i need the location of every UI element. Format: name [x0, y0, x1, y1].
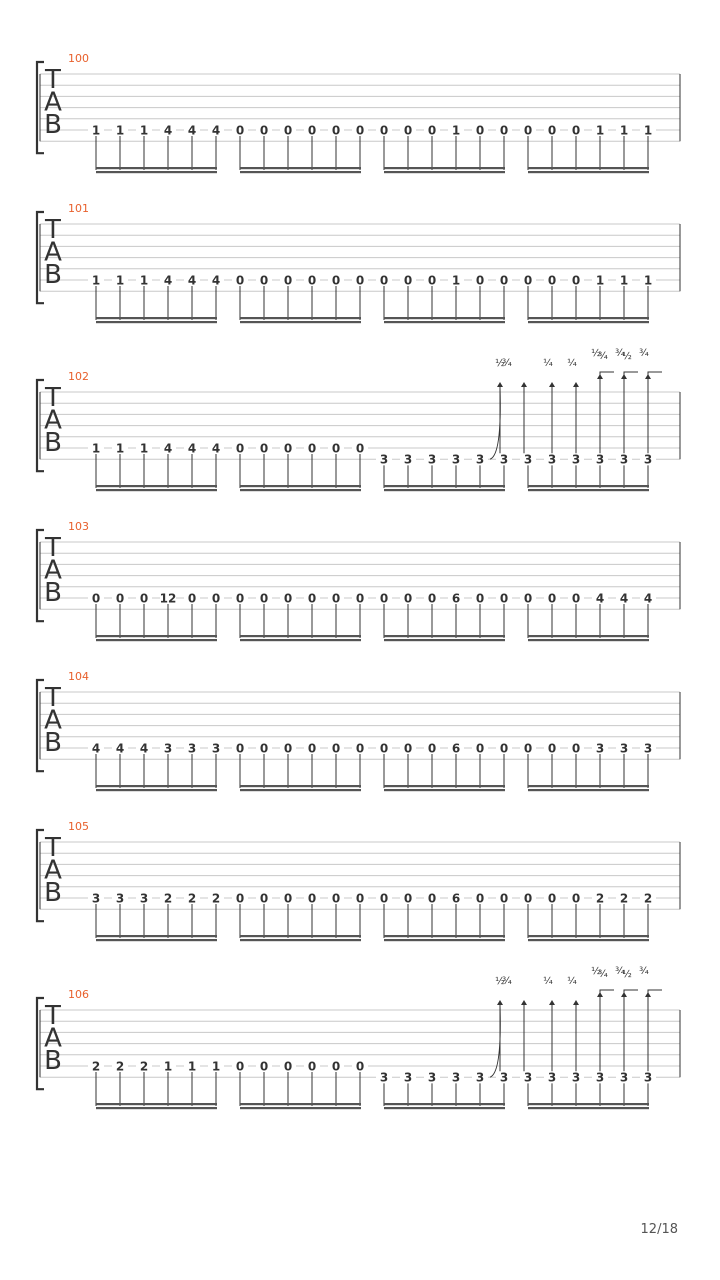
- beam: [240, 635, 361, 637]
- fret-number: 0: [307, 891, 317, 906]
- bend-label: ¾: [615, 966, 625, 977]
- fret-number: 0: [259, 273, 269, 288]
- bend-hold: [624, 990, 638, 994]
- fret-number: 0: [547, 123, 557, 138]
- beam: [528, 935, 649, 937]
- fret-number: 0: [259, 741, 269, 756]
- fret-number: 0: [571, 123, 581, 138]
- fret-number: 4: [163, 273, 173, 288]
- fret-number: 0: [331, 123, 341, 138]
- fret-number: 3: [403, 1070, 413, 1085]
- fret-number: 3: [595, 1070, 605, 1085]
- beam: [240, 167, 361, 169]
- tab-clef-letter: A: [44, 87, 62, 118]
- beam: [384, 635, 505, 637]
- fret-number: 0: [235, 891, 245, 906]
- fret-number: 4: [187, 273, 197, 288]
- fret-number: 1: [451, 123, 461, 138]
- measure-number: 102: [68, 370, 89, 383]
- fret-number: 0: [259, 441, 269, 456]
- fret-number: 1: [115, 441, 125, 456]
- fret-number: 0: [283, 441, 293, 456]
- fret-number: 0: [523, 123, 533, 138]
- fret-number: 4: [139, 741, 149, 756]
- fret-number: 4: [163, 441, 173, 456]
- bend-label: ½: [591, 966, 601, 977]
- beam: [96, 171, 217, 173]
- tab-clef-letter: B: [44, 1046, 62, 1076]
- fret-number: 0: [499, 741, 509, 756]
- fret-number: 0: [379, 273, 389, 288]
- fret-number: 2: [211, 891, 221, 906]
- beam: [384, 321, 505, 323]
- fret-number: 0: [307, 1059, 317, 1074]
- beam: [528, 785, 649, 787]
- tab-clef-letter: B: [44, 578, 62, 608]
- beam: [240, 639, 361, 641]
- fret-number: 4: [211, 273, 221, 288]
- fret-number: 0: [475, 273, 485, 288]
- beam: [240, 1103, 361, 1105]
- fret-number: 0: [283, 123, 293, 138]
- fret-number: 3: [643, 452, 653, 467]
- beam: [528, 317, 649, 319]
- bend-arrow: [497, 1000, 503, 1005]
- measure-number: 100: [68, 52, 89, 65]
- fret-number: 3: [427, 1070, 437, 1085]
- fret-number: 0: [307, 123, 317, 138]
- beam: [96, 1103, 217, 1105]
- fret-number: 0: [283, 1059, 293, 1074]
- fret-number: 0: [115, 591, 125, 606]
- fret-number: 0: [355, 591, 365, 606]
- fret-number: 0: [475, 741, 485, 756]
- fret-number: 1: [91, 441, 101, 456]
- fret-number: 2: [163, 891, 173, 906]
- fret-number: 0: [403, 591, 413, 606]
- fret-number: 2: [643, 891, 653, 906]
- fret-number: 0: [331, 591, 341, 606]
- beam: [240, 935, 361, 937]
- fret-number: 0: [259, 591, 269, 606]
- fret-number: 3: [619, 452, 629, 467]
- fret-number: 4: [595, 591, 605, 606]
- beam: [528, 1103, 649, 1105]
- beam: [240, 321, 361, 323]
- fret-number: 3: [547, 1070, 557, 1085]
- fret-number: 0: [403, 123, 413, 138]
- fret-number: 2: [187, 891, 197, 906]
- tab-clef-letter: T: [45, 833, 61, 863]
- fret-number: 1: [643, 123, 653, 138]
- fret-number: 4: [163, 123, 173, 138]
- beam: [240, 485, 361, 487]
- fret-number: 0: [427, 591, 437, 606]
- fret-number: 3: [451, 1070, 461, 1085]
- beam: [528, 939, 649, 941]
- fret-number: 0: [571, 273, 581, 288]
- fret-number: 0: [211, 591, 221, 606]
- beam: [96, 639, 217, 641]
- fret-number: 1: [643, 273, 653, 288]
- fret-number: 3: [379, 1070, 389, 1085]
- beam: [96, 935, 217, 937]
- fret-number: 0: [427, 123, 437, 138]
- measure-number: 104: [68, 670, 89, 683]
- fret-number: 4: [187, 123, 197, 138]
- fret-number: 4: [619, 591, 629, 606]
- beam: [384, 1107, 505, 1109]
- fret-number: 0: [235, 273, 245, 288]
- fret-number: 3: [475, 1070, 485, 1085]
- beam: [528, 321, 649, 323]
- fret-number: 3: [451, 452, 461, 467]
- fret-number: 3: [595, 741, 605, 756]
- beam: [96, 489, 217, 491]
- tab-clef-letter: T: [45, 215, 61, 245]
- beam: [384, 171, 505, 173]
- fret-number: 0: [379, 891, 389, 906]
- fret-number: 1: [139, 273, 149, 288]
- beam: [528, 789, 649, 791]
- beam: [240, 1107, 361, 1109]
- fret-number: 6: [451, 741, 461, 756]
- beam: [96, 789, 217, 791]
- bend-label: ½: [495, 976, 505, 987]
- fret-number: 1: [115, 123, 125, 138]
- bend-arrow: [573, 382, 579, 387]
- tab-clef-letter: A: [44, 405, 62, 436]
- fret-number: 4: [643, 591, 653, 606]
- fret-number: 0: [427, 741, 437, 756]
- bend-label: ¾: [639, 348, 649, 359]
- fret-number: 0: [523, 891, 533, 906]
- fret-number: 3: [499, 452, 509, 467]
- fret-number: 3: [139, 891, 149, 906]
- fret-number: 3: [403, 452, 413, 467]
- fret-number: 3: [619, 741, 629, 756]
- bend-hold: [624, 372, 638, 376]
- fret-number: 4: [115, 741, 125, 756]
- beam: [384, 485, 505, 487]
- beam: [384, 935, 505, 937]
- beam: [96, 785, 217, 787]
- fret-number: 0: [379, 123, 389, 138]
- bend-label: ½: [495, 358, 505, 369]
- fret-number: 0: [571, 891, 581, 906]
- fret-number: 0: [547, 891, 557, 906]
- fret-number: 0: [259, 891, 269, 906]
- fret-number: 0: [547, 591, 557, 606]
- fret-number: 3: [499, 1070, 509, 1085]
- fret-number: 1: [619, 273, 629, 288]
- measure-number: 105: [68, 820, 89, 833]
- fret-number: 0: [187, 591, 197, 606]
- beam: [528, 171, 649, 173]
- fret-number: 3: [187, 741, 197, 756]
- fret-number: 0: [307, 591, 317, 606]
- fret-number: 0: [523, 591, 533, 606]
- bend-label: ¼: [567, 358, 577, 369]
- beam: [384, 317, 505, 319]
- fret-number: 1: [115, 273, 125, 288]
- bend-arrow: [573, 1000, 579, 1005]
- fret-number: 3: [115, 891, 125, 906]
- fret-number: 2: [115, 1059, 125, 1074]
- bend-hold: [600, 990, 614, 994]
- fret-number: 3: [571, 452, 581, 467]
- fret-number: 1: [595, 123, 605, 138]
- fret-number: 3: [571, 1070, 581, 1085]
- fret-number: 0: [331, 1059, 341, 1074]
- fret-number: 0: [283, 741, 293, 756]
- tab-clef-letter: B: [44, 878, 62, 908]
- fret-number: 0: [499, 891, 509, 906]
- tab-clef-letter: B: [44, 260, 62, 290]
- beam: [96, 321, 217, 323]
- fret-number: 3: [523, 452, 533, 467]
- beam: [96, 939, 217, 941]
- fret-number: 0: [403, 273, 413, 288]
- fret-number: 3: [475, 452, 485, 467]
- fret-number: 3: [427, 452, 437, 467]
- fret-number: 0: [235, 741, 245, 756]
- beam: [528, 635, 649, 637]
- fret-number: 1: [139, 123, 149, 138]
- bend-label: ¼: [543, 358, 553, 369]
- measure-number: 101: [68, 202, 89, 215]
- fret-number: 1: [187, 1059, 197, 1074]
- beam: [384, 167, 505, 169]
- fret-number: 0: [427, 891, 437, 906]
- fret-number: 1: [595, 273, 605, 288]
- fret-number: 0: [331, 891, 341, 906]
- bend-hold: [648, 372, 662, 376]
- fret-number: 0: [235, 1059, 245, 1074]
- bend-label: ¾: [598, 969, 608, 980]
- fret-number: 0: [379, 591, 389, 606]
- bend-curve: [490, 388, 500, 459]
- bend-hold: [648, 990, 662, 994]
- fret-number: 2: [595, 891, 605, 906]
- fret-number: 1: [91, 273, 101, 288]
- fret-number: 0: [355, 741, 365, 756]
- fret-number: 0: [499, 123, 509, 138]
- fret-number: 3: [547, 452, 557, 467]
- tab-clef-letter: A: [44, 705, 62, 736]
- fret-number: 6: [451, 591, 461, 606]
- fret-number: 0: [307, 273, 317, 288]
- beam: [384, 489, 505, 491]
- fret-number: 1: [91, 123, 101, 138]
- bend-label: ¾: [639, 966, 649, 977]
- beam: [240, 489, 361, 491]
- fret-number: 3: [643, 741, 653, 756]
- fret-number: 0: [403, 891, 413, 906]
- fret-number: 0: [427, 273, 437, 288]
- bend-label: ¾: [615, 348, 625, 359]
- measure-number: 103: [68, 520, 89, 533]
- fret-number: 0: [259, 1059, 269, 1074]
- fret-number: 3: [619, 1070, 629, 1085]
- beam: [240, 317, 361, 319]
- fret-number: 3: [91, 891, 101, 906]
- fret-number: 4: [211, 441, 221, 456]
- tab-clef-letter: A: [44, 1023, 62, 1054]
- fret-number: 1: [619, 123, 629, 138]
- fret-number: 4: [91, 741, 101, 756]
- beam: [240, 789, 361, 791]
- tab-clef-letter: B: [44, 428, 62, 458]
- fret-number: 0: [355, 891, 365, 906]
- fret-number: 0: [475, 891, 485, 906]
- bend-label: ½: [622, 969, 632, 980]
- beam: [96, 1107, 217, 1109]
- fret-number: 0: [283, 891, 293, 906]
- fret-number: 0: [235, 441, 245, 456]
- beam: [528, 639, 649, 641]
- fret-number: 0: [355, 123, 365, 138]
- bend-label: ¾: [502, 976, 512, 987]
- fret-number: 0: [283, 273, 293, 288]
- fret-number: 0: [331, 273, 341, 288]
- beam: [96, 167, 217, 169]
- fret-number: 0: [235, 123, 245, 138]
- tab-clef-letter: B: [44, 110, 62, 140]
- tab-clef-letter: A: [44, 555, 62, 586]
- bend-arrow: [549, 1000, 555, 1005]
- tab-clef-letter: A: [44, 855, 62, 886]
- fret-number: 3: [643, 1070, 653, 1085]
- fret-number: 0: [571, 741, 581, 756]
- fret-number: 1: [163, 1059, 173, 1074]
- fret-number: 0: [307, 741, 317, 756]
- fret-number: 3: [595, 452, 605, 467]
- bend-label: ½: [591, 348, 601, 359]
- fret-number: 4: [211, 123, 221, 138]
- beam: [384, 939, 505, 941]
- beam: [384, 789, 505, 791]
- measure-number: 106: [68, 988, 89, 1001]
- fret-number: 0: [523, 273, 533, 288]
- fret-number: 0: [379, 741, 389, 756]
- tab-clef-letter: T: [45, 683, 61, 713]
- fret-number: 0: [571, 591, 581, 606]
- fret-number: 3: [523, 1070, 533, 1085]
- fret-number: 0: [283, 591, 293, 606]
- tab-clef-letter: A: [44, 237, 62, 268]
- fret-number: 1: [211, 1059, 221, 1074]
- fret-number: 0: [475, 591, 485, 606]
- bend-arrow: [497, 382, 503, 387]
- bend-arrow: [549, 382, 555, 387]
- fret-number: 0: [355, 1059, 365, 1074]
- bend-arrow: [521, 1000, 527, 1005]
- fret-number: 2: [91, 1059, 101, 1074]
- fret-number: 0: [235, 591, 245, 606]
- tab-clef-letter: B: [44, 728, 62, 758]
- fret-number: 3: [163, 741, 173, 756]
- fret-number: 0: [499, 591, 509, 606]
- bend-label: ¾: [502, 358, 512, 369]
- bend-hold: [600, 372, 614, 376]
- beam: [384, 1103, 505, 1105]
- bend-label: ¼: [567, 976, 577, 987]
- beam: [384, 785, 505, 787]
- fret-number: 0: [547, 741, 557, 756]
- tab-clef-letter: T: [45, 65, 61, 95]
- fret-number: 3: [211, 741, 221, 756]
- bend-label: ¾: [598, 351, 608, 362]
- fret-number: 0: [523, 741, 533, 756]
- fret-number: 0: [403, 741, 413, 756]
- bend-label: ¼: [543, 976, 553, 987]
- beam: [240, 171, 361, 173]
- beam: [528, 489, 649, 491]
- fret-number: 12: [159, 591, 177, 606]
- fret-number: 0: [331, 741, 341, 756]
- fret-number: 6: [451, 891, 461, 906]
- beam: [384, 639, 505, 641]
- beam: [528, 485, 649, 487]
- beam: [528, 1107, 649, 1109]
- bend-curve: [490, 1006, 500, 1077]
- fret-number: 2: [619, 891, 629, 906]
- fret-number: 0: [499, 273, 509, 288]
- fret-number: 0: [139, 591, 149, 606]
- fret-number: 0: [307, 441, 317, 456]
- beam: [528, 167, 649, 169]
- page-number: 12/18: [640, 1222, 678, 1237]
- beam: [96, 317, 217, 319]
- fret-number: 0: [355, 273, 365, 288]
- fret-number: 1: [451, 273, 461, 288]
- fret-number: 2: [139, 1059, 149, 1074]
- bend-label: ½: [622, 351, 632, 362]
- tab-clef-letter: T: [45, 1001, 61, 1031]
- fret-number: 1: [139, 441, 149, 456]
- fret-number: 0: [547, 273, 557, 288]
- beam: [96, 635, 217, 637]
- beam: [96, 485, 217, 487]
- fret-number: 0: [259, 123, 269, 138]
- fret-number: 0: [331, 441, 341, 456]
- fret-number: 3: [379, 452, 389, 467]
- fret-number: 0: [355, 441, 365, 456]
- beam: [240, 939, 361, 941]
- tab-clef-letter: T: [45, 533, 61, 563]
- fret-number: 0: [475, 123, 485, 138]
- fret-number: 4: [187, 441, 197, 456]
- beam: [240, 785, 361, 787]
- fret-number: 0: [91, 591, 101, 606]
- tab-clef-letter: T: [45, 383, 61, 413]
- bend-arrow: [521, 382, 527, 387]
